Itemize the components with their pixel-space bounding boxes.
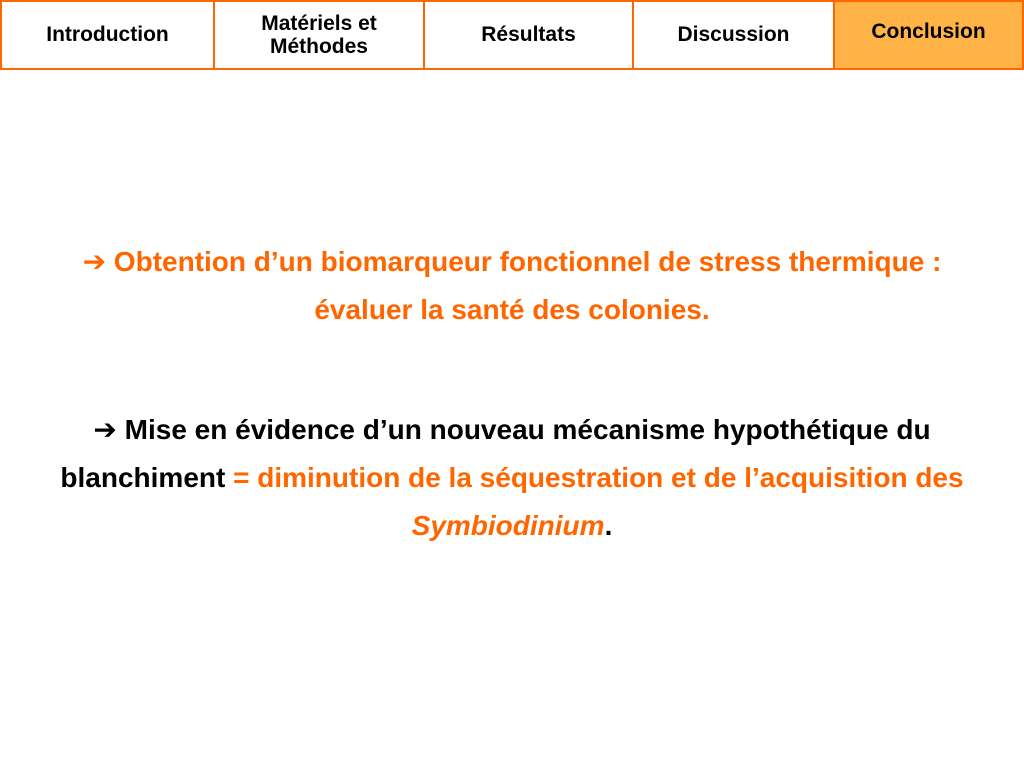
tab-introduction-label: Introduction (46, 23, 169, 47)
species-name: Symbiodinium (411, 510, 605, 541)
tab-materiels-et-methodes-label: Matériels et Méthodes (261, 11, 377, 58)
tab-discussion-label: Discussion (677, 23, 790, 47)
tab-resultats[interactable] (423, 0, 634, 70)
tab-materiels-et-methodes[interactable] (213, 0, 425, 70)
tab-resultats-label: Résultats (481, 23, 576, 47)
tab-conclusion-label: Conclusion (871, 20, 986, 43)
conclusion-point-1-text: Obtention d’un biomarqueur fonctionnel de stress thermique : évaluer la santé des colonies. (106, 246, 942, 325)
conclusion-point-2-highlight: = diminution de la séquestration et de l’acquisition des (233, 462, 964, 493)
tab-conclusion[interactable] (833, 0, 1024, 70)
tab-discussion[interactable] (632, 0, 835, 70)
section-nav (0, 0, 1024, 70)
conclusion-point-2-text: Mise en évidence d’un nouveau mécanisme hypothétique du blanchiment (60, 414, 931, 493)
conclusion-point-1 (60, 238, 964, 334)
tab-introduction[interactable] (0, 0, 215, 70)
arrow-right-icon: ➔ (82, 245, 107, 278)
arrow-right-icon: ➔ (93, 413, 117, 446)
conclusion-point-2 (60, 406, 964, 550)
sentence-period: . (604, 510, 613, 541)
